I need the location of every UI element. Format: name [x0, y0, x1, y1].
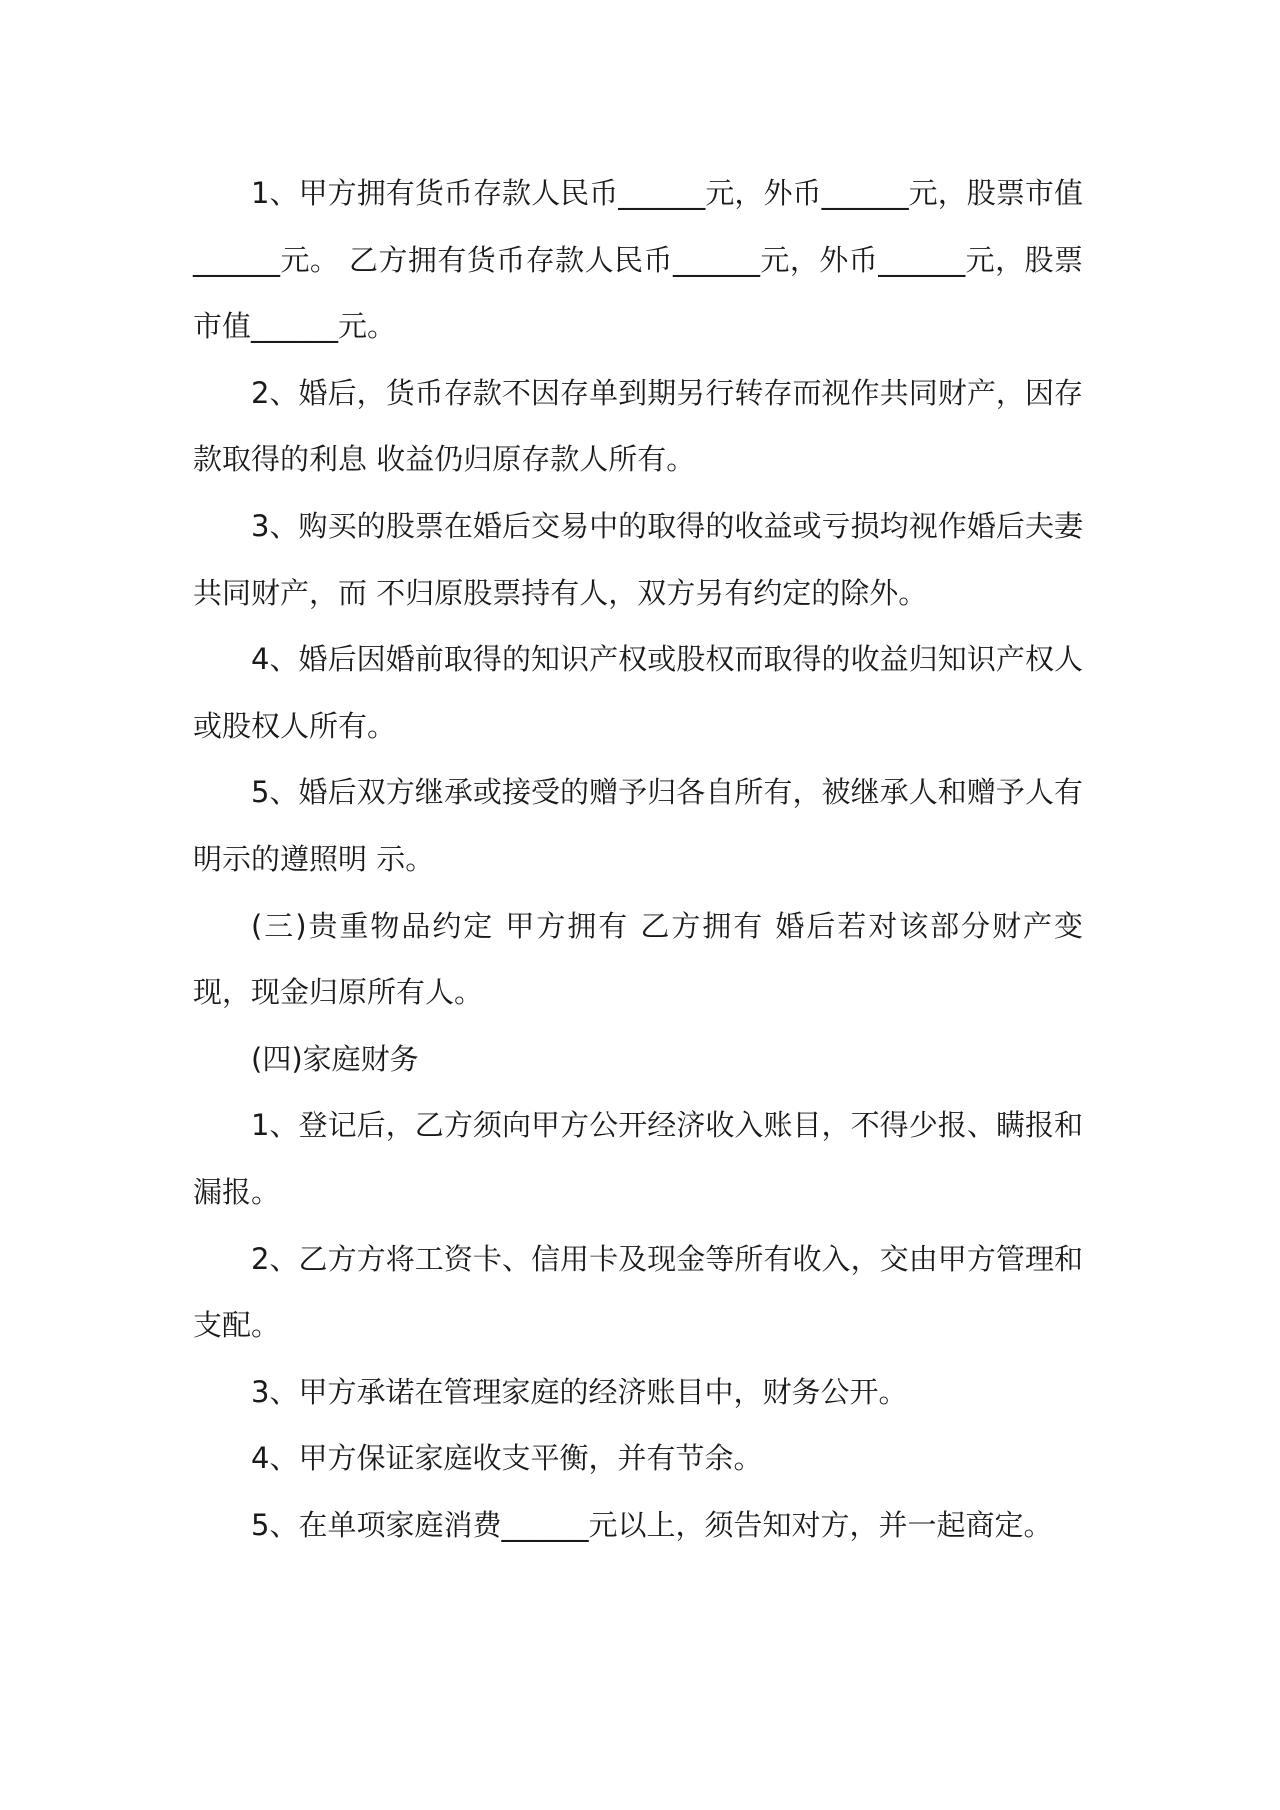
paragraph-income-disclosure: 1、登记后，乙方须向甲方公开经济收入账目，不得少报、瞒报和漏报。	[193, 1108, 1083, 1209]
paragraph-large-expense: 5、在单项家庭消费______元以上，须告知对方，并一起商定。	[251, 1507, 1053, 1542]
paragraph-ip-equity: 4、婚后因婚前取得的知识产权或股权而取得的收益归知识产权人或股权人所有。	[193, 642, 1083, 743]
paragraph-finance-transparency: 3、甲方承诺在管理家庭的经济账目中，财务公开。	[251, 1374, 908, 1409]
document-body	[193, 160, 1083, 1558]
paragraph-inheritance: 5、婚后双方继承或接受的赠予归各自所有，被继承人和赠予人有明示的遵照明 示。	[193, 775, 1083, 876]
paragraph-valuables: (三)贵重物品约定 甲方拥有 乙方拥有 婚后若对该部分财产变现，现金归原所有人。	[193, 908, 1083, 1010]
paragraph-deposit-interest: 2、婚后，货币存款不因存单到期另行转存而视作共同财产，因存款取得的利息 收益仍归原存款人所有。	[193, 375, 1083, 477]
paragraph-savings: 1、甲方拥有货币存款人民币______元，外币______元，股票市值______元。 乙方拥有货币存款人民币______元，外币______元，股票市值______元。	[193, 176, 1083, 344]
paragraph-stocks: 3、购买的股票在婚后交易中的取得的收益或亏损均视作婚后夫妻共同财产，而 不归原股票持有人，双方另有约定的除外。	[193, 508, 1083, 610]
paragraph-income-handover: 2、乙方方将工资卡、信用卡及现金等所有收入，交由甲方管理和支配。	[193, 1241, 1083, 1343]
paragraph-budget-balance: 4、甲方保证家庭收支平衡，并有节余。	[251, 1441, 763, 1476]
section-heading-family-finance: (四)家庭财务	[251, 1041, 419, 1076]
